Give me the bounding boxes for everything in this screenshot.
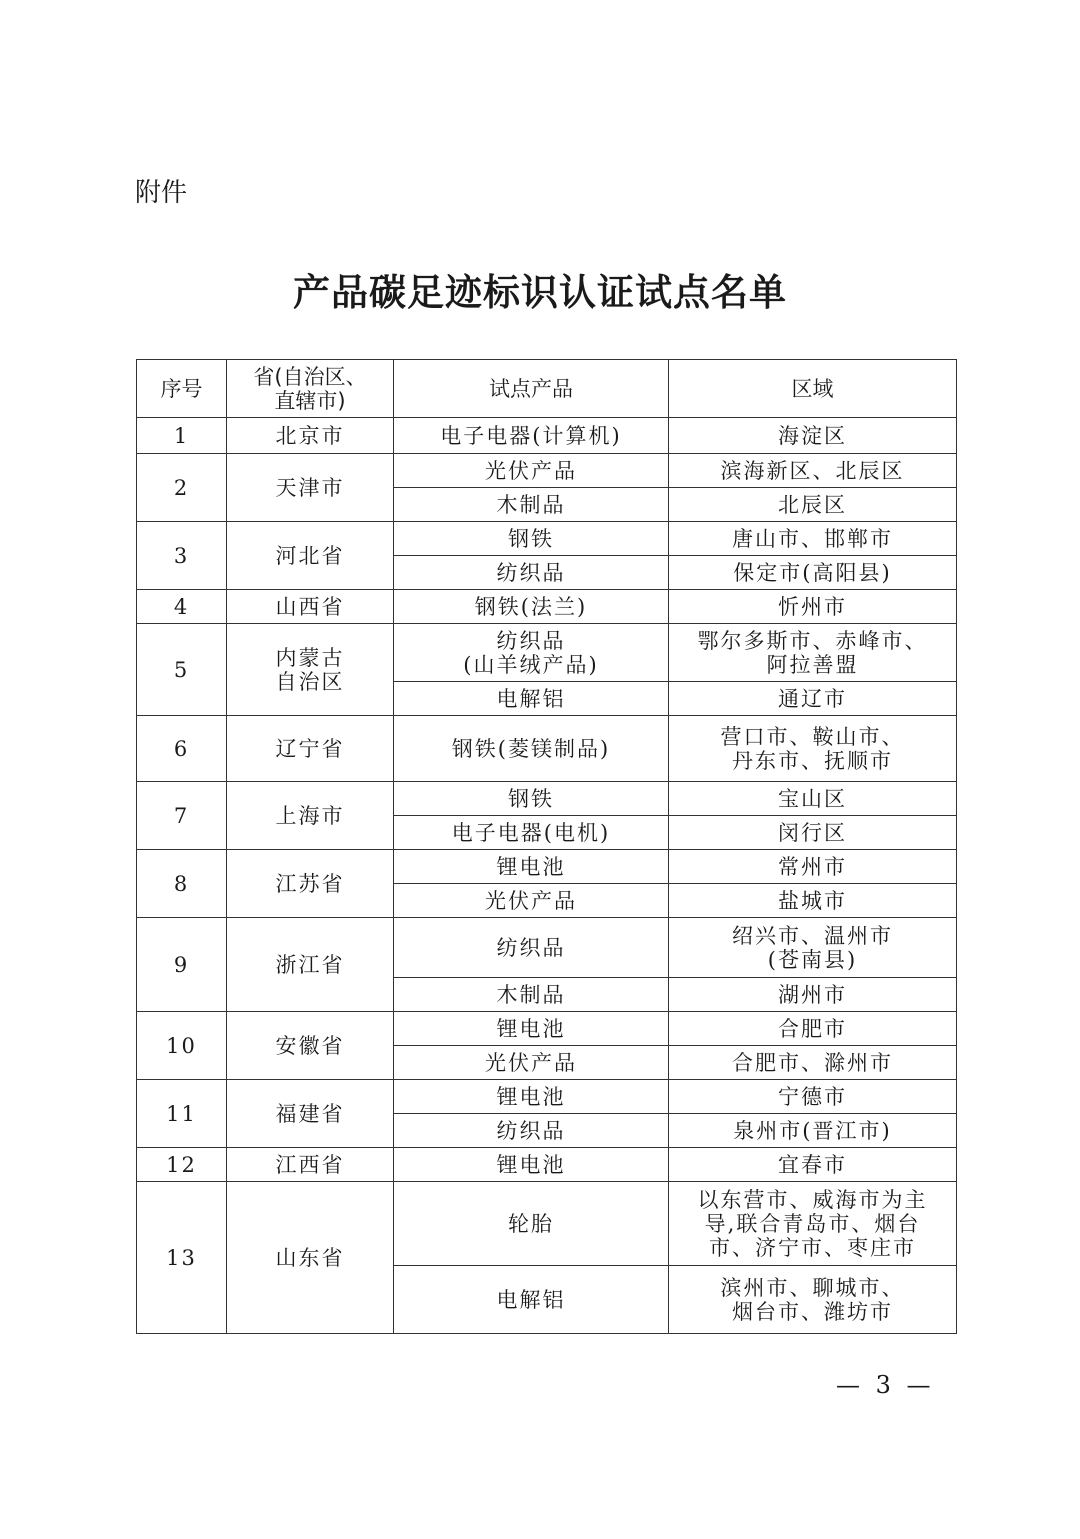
table-body: [137, 418, 957, 1334]
cell-product: 光伏产品: [394, 1046, 669, 1080]
cell-no: 7: [137, 782, 227, 850]
table-row: [137, 1012, 957, 1046]
cell-region: 宁德市: [669, 1080, 957, 1114]
document-title: 产品碳足迹标识认证试点名单: [293, 271, 787, 314]
table-row: [137, 716, 957, 782]
cell-region: 滨州市、聊城市、 烟台市、潍坊市: [669, 1266, 957, 1334]
cell-product: 钢铁(菱镁制品): [394, 716, 669, 782]
cell-product: 纺织品: [394, 1114, 669, 1148]
table-header-row: [137, 360, 957, 418]
cell-region: 闵行区: [669, 816, 957, 850]
cell-region: 滨海新区、北辰区: [669, 454, 957, 488]
cell-province: 山东省: [227, 1182, 394, 1334]
cell-product: 锂电池: [394, 1080, 669, 1114]
cell-product: 纺织品: [394, 918, 669, 978]
table-row: [137, 850, 957, 884]
cell-product: 纺织品: [394, 556, 669, 590]
page-number: — 3 —: [836, 1371, 935, 1399]
header-product: 试点产品: [394, 360, 669, 418]
cell-no: 11: [137, 1080, 227, 1148]
cell-no: 4: [137, 590, 227, 624]
cell-region: 营口市、鞍山市、 丹东市、抚顺市: [669, 716, 957, 782]
cell-province: 江西省: [227, 1148, 394, 1182]
table-row: [137, 590, 957, 624]
cell-no: 8: [137, 850, 227, 918]
cell-region: 盐城市: [669, 884, 957, 918]
attachment-label: 附件: [135, 178, 188, 208]
cell-product: 电解铝: [394, 1266, 669, 1334]
cell-product: 木制品: [394, 978, 669, 1012]
cell-region: 宜春市: [669, 1148, 957, 1182]
table-row: [137, 624, 957, 682]
cell-province: 浙江省: [227, 918, 394, 1012]
cell-region: 保定市(高阳县): [669, 556, 957, 590]
cell-province: 江苏省: [227, 850, 394, 918]
cell-region: 合肥市、滁州市: [669, 1046, 957, 1080]
cell-product: 纺织品 (山羊绒产品): [394, 624, 669, 682]
cell-product: 锂电池: [394, 850, 669, 884]
table-row: [137, 782, 957, 816]
cell-no: 2: [137, 454, 227, 522]
table-row: [137, 418, 957, 454]
cell-province: 北京市: [227, 418, 394, 454]
cell-product: 锂电池: [394, 1148, 669, 1182]
table-row: [137, 1148, 957, 1182]
cell-region: 北辰区: [669, 488, 957, 522]
cell-no: 13: [137, 1182, 227, 1334]
cell-region: 绍兴市、温州市 (苍南县): [669, 918, 957, 978]
table-row: [137, 1182, 957, 1266]
cell-product: 光伏产品: [394, 884, 669, 918]
cell-region: 通辽市: [669, 682, 957, 716]
cell-region: 鄂尔多斯市、赤峰市、 阿拉善盟: [669, 624, 957, 682]
cell-product: 钢铁: [394, 782, 669, 816]
cell-province: 福建省: [227, 1080, 394, 1148]
cell-product: 电解铝: [394, 682, 669, 716]
cell-province: 天津市: [227, 454, 394, 522]
cell-no: 3: [137, 522, 227, 590]
table-row: [137, 522, 957, 556]
cell-region: 唐山市、邯郸市: [669, 522, 957, 556]
cell-region: 合肥市: [669, 1012, 957, 1046]
cell-product: 轮胎: [394, 1182, 669, 1266]
cell-region: 宝山区: [669, 782, 957, 816]
cell-no: 9: [137, 918, 227, 1012]
cell-region: 湖州市: [669, 978, 957, 1012]
table-row: [137, 454, 957, 488]
cell-province: 安徽省: [227, 1012, 394, 1080]
cell-no: 12: [137, 1148, 227, 1182]
cell-product: 光伏产品: [394, 454, 669, 488]
cell-region: 常州市: [669, 850, 957, 884]
cell-region: 以东营市、威海市为主 导,联合青岛市、烟台 市、济宁市、枣庄市: [669, 1182, 957, 1266]
cell-province: 辽宁省: [227, 716, 394, 782]
pilot-list-table: [136, 359, 957, 1334]
cell-no: 1: [137, 418, 227, 454]
table-row: [137, 1080, 957, 1114]
cell-product: 电子电器(电机): [394, 816, 669, 850]
cell-region: 海淀区: [669, 418, 957, 454]
cell-region: 忻州市: [669, 590, 957, 624]
header-province: 省(自治区、 直辖市): [227, 360, 394, 418]
cell-no: 10: [137, 1012, 227, 1080]
cell-no: 6: [137, 716, 227, 782]
cell-no: 5: [137, 624, 227, 716]
header-region: 区域: [669, 360, 957, 418]
cell-product: 锂电池: [394, 1012, 669, 1046]
cell-product: 电子电器(计算机): [394, 418, 669, 454]
cell-province: 上海市: [227, 782, 394, 850]
header-no: 序号: [137, 360, 227, 418]
cell-region: 泉州市(晋江市): [669, 1114, 957, 1148]
cell-product: 钢铁(法兰): [394, 590, 669, 624]
cell-province: 河北省: [227, 522, 394, 590]
cell-province: 内蒙古 自治区: [227, 624, 394, 716]
cell-province: 山西省: [227, 590, 394, 624]
table-row: [137, 918, 957, 978]
cell-product: 钢铁: [394, 522, 669, 556]
cell-product: 木制品: [394, 488, 669, 522]
